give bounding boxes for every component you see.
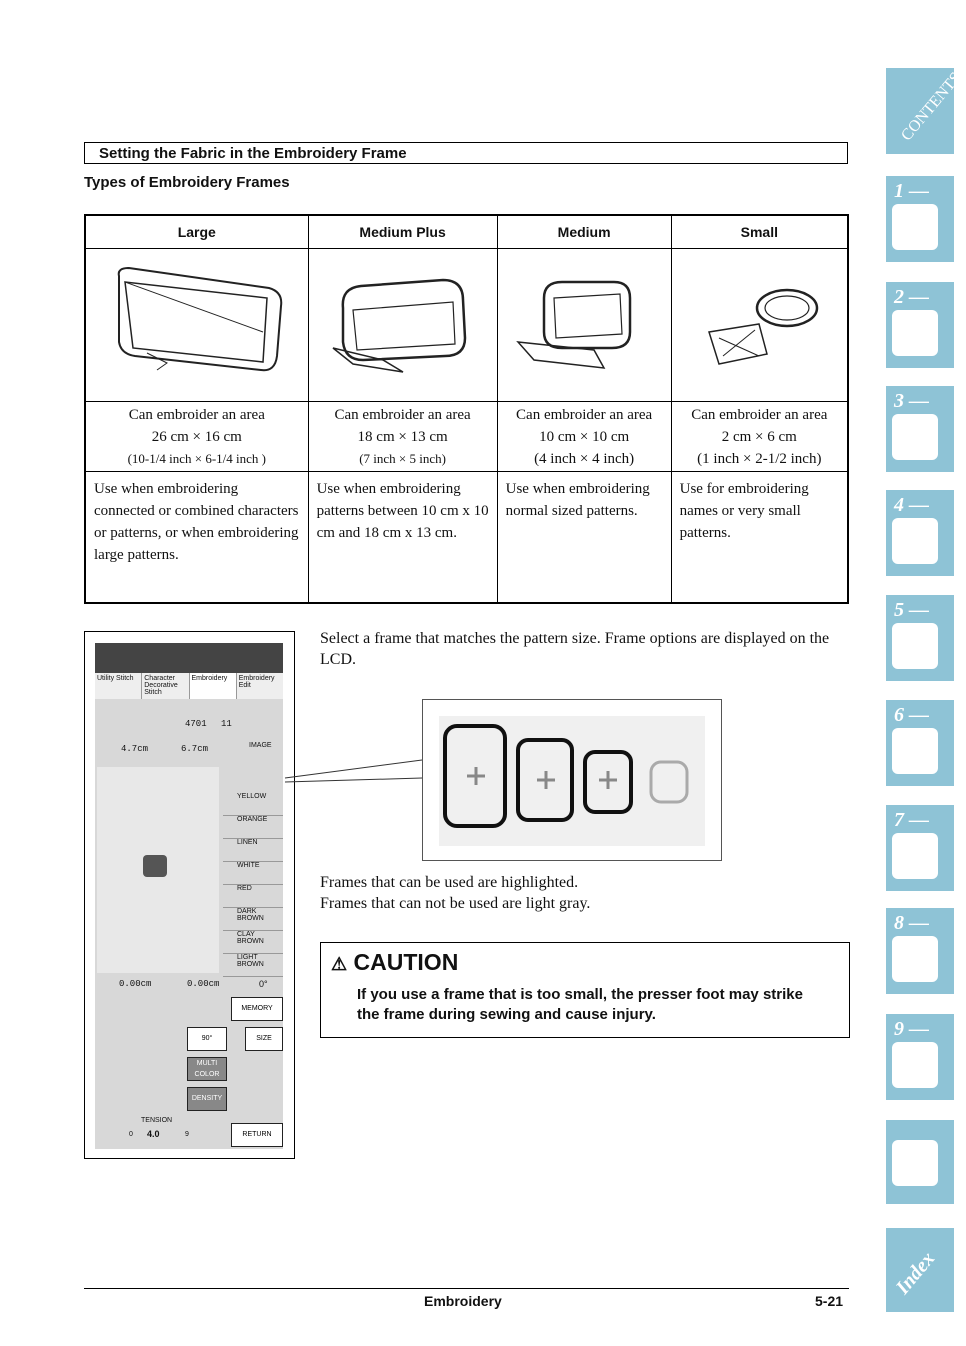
- tension-max: 9: [185, 1131, 189, 1138]
- color-clay-brown: CLAY BROWN: [223, 931, 283, 954]
- caution-box: [320, 942, 850, 1038]
- size-button[interactable]: SIZE: [245, 1027, 283, 1051]
- footer-page-number: 5-21: [815, 1293, 844, 1309]
- note-highlighted: Frames that can be used are highlighted.: [320, 874, 579, 891]
- size-text: 18 cm × 13 cm: [357, 429, 448, 445]
- multi-color-button[interactable]: MULTI COLOR: [187, 1057, 227, 1081]
- header-small: Small: [671, 215, 848, 249]
- tab-character-decorative[interactable]: Character Decorative Stitch: [142, 673, 189, 699]
- tab-index-label: Index: [891, 1247, 940, 1299]
- use-large: Use when embroidering connected or combined characters or patterns, or when embroidering large patterns.: [85, 472, 308, 604]
- tab-chapter-8[interactable]: [886, 908, 954, 994]
- tab-number: 5 —: [894, 599, 929, 621]
- tension-label: TENSION: [141, 1117, 173, 1124]
- sewing-machine-icon: [892, 204, 938, 250]
- angle-value: 0°: [259, 979, 268, 989]
- color-dark-brown: DARK BROWN: [223, 908, 283, 931]
- size-text: 10 cm × 10 cm: [539, 429, 630, 445]
- size-text: 2 cm × 6 cm: [721, 429, 797, 445]
- position-x: 0.00cm: [119, 979, 152, 989]
- return-button[interactable]: RETURN: [231, 1123, 283, 1147]
- color-red: RED: [223, 885, 283, 908]
- shirt-my-icon: [892, 833, 938, 879]
- stitch-count: 4701: [185, 719, 207, 729]
- tab-number: 7 —: [894, 809, 929, 831]
- size-text: 26 cm × 16 cm: [151, 429, 242, 445]
- footer-divider: [84, 1288, 849, 1289]
- document-icon: [892, 1140, 938, 1186]
- caution-text: If you use a frame that is too small, the presser foot may strike the frame during sewing and cause injury.: [357, 986, 803, 1023]
- frames-note: [320, 872, 590, 914]
- shirt-edit-icon: [892, 728, 938, 774]
- machine-maintenance-icon: [892, 936, 938, 982]
- memory-button[interactable]: MEMORY: [231, 997, 283, 1021]
- size-text: Can embroider an area: [516, 407, 653, 423]
- footer-chapter: Embroidery: [424, 1293, 502, 1309]
- description: Select a frame that matches the pattern size. Frame options are displayed on the LCD.: [320, 630, 830, 668]
- tab-chapter-1[interactable]: [886, 176, 954, 262]
- size-text: (1 inch × 2-1/2 inch): [697, 451, 822, 467]
- types-title: Types of Embroidery Frames: [84, 174, 290, 191]
- tab-number: 9 —: [894, 1018, 929, 1040]
- use-small: Use for embroidering names or very small patterns.: [671, 472, 848, 604]
- tab-contents-label: CONTENTS: [898, 69, 965, 145]
- tension-value: 4.0: [147, 1129, 160, 1139]
- header-medium-plus: Medium Plus: [308, 215, 497, 249]
- tab-appendix[interactable]: [886, 1120, 954, 1204]
- caution-title: [331, 949, 458, 976]
- tab-chapter-4[interactable]: [886, 490, 954, 576]
- tab-number: 4 —: [894, 494, 929, 516]
- rotate-button[interactable]: 90°: [187, 1027, 227, 1051]
- note-light-gray: Frames that can not be used are light gray.: [320, 895, 591, 912]
- tab-utility-stitch[interactable]: Utility Stitch: [95, 673, 142, 699]
- tab-index[interactable]: [886, 1228, 954, 1312]
- use-medium: Use when embroidering normal sized patterns.: [497, 472, 671, 604]
- tab-number: 8 —: [894, 912, 929, 934]
- size-width: 6.7cm: [181, 744, 209, 754]
- use-medium-plus: Use when embroidering patterns between 10 cm x 10 cm and 18 cm x 13 cm.: [308, 472, 497, 604]
- size-height: 4.7cm: [121, 744, 149, 754]
- size-text: Can embroider an area: [691, 407, 828, 423]
- tab-chapter-2[interactable]: [886, 282, 954, 368]
- tab-embroidery-edit[interactable]: Embroidery Edit: [238, 675, 275, 689]
- size-text: (4 inch × 4 inch): [534, 451, 635, 467]
- tension-min: 0: [129, 1131, 133, 1138]
- caution-title-text: CAUTION: [353, 949, 459, 975]
- tab-number: 2 —: [894, 286, 929, 308]
- size-text: (7 inch × 5 inch): [359, 451, 446, 466]
- tab-chapter-9[interactable]: [886, 1014, 954, 1100]
- tab-number: 1 —: [894, 180, 929, 202]
- warning-icon: ⚠: [331, 954, 348, 974]
- header-medium: Medium: [497, 215, 671, 249]
- thread-icon: [892, 310, 938, 356]
- position-y: 0.00cm: [187, 979, 220, 989]
- tab-contents[interactable]: [886, 68, 965, 154]
- sew-time: 11: [221, 719, 232, 729]
- frame-options-zoom: [422, 699, 722, 861]
- tab-chapter-6[interactable]: [886, 700, 954, 786]
- color-linen: LINEN: [223, 839, 283, 862]
- tab-chapter-5[interactable]: [886, 595, 954, 681]
- embroidery-frame-icon: [892, 623, 938, 669]
- color-orange: ORANGE: [223, 816, 283, 839]
- tab-chapter-7[interactable]: [886, 805, 954, 891]
- shirt-icon: [892, 414, 938, 460]
- troubleshooting-icon: [892, 1042, 938, 1088]
- tab-embroidery[interactable]: Embroidery: [190, 673, 237, 699]
- size-text: Can embroider an area: [128, 407, 265, 423]
- density-button[interactable]: DENSITY: [187, 1087, 227, 1111]
- section-title: Setting the Fabric in the Embroidery Frame: [84, 142, 848, 164]
- shirt-abc-icon: [892, 518, 938, 564]
- header-large: Large: [85, 215, 308, 249]
- color-yellow: YELLOW: [223, 793, 283, 816]
- image-button[interactable]: IMAGE: [249, 742, 272, 749]
- color-light-brown: LIGHT BROWN: [223, 954, 283, 977]
- tab-number: 6 —: [894, 704, 929, 726]
- tab-chapter-3[interactable]: [886, 386, 954, 472]
- size-text: (10-1/4 inch × 6-1/4 inch ): [127, 451, 266, 466]
- tab-number: 3 —: [894, 390, 929, 412]
- size-text: Can embroider an area: [334, 407, 471, 423]
- color-white: WHITE: [223, 862, 283, 885]
